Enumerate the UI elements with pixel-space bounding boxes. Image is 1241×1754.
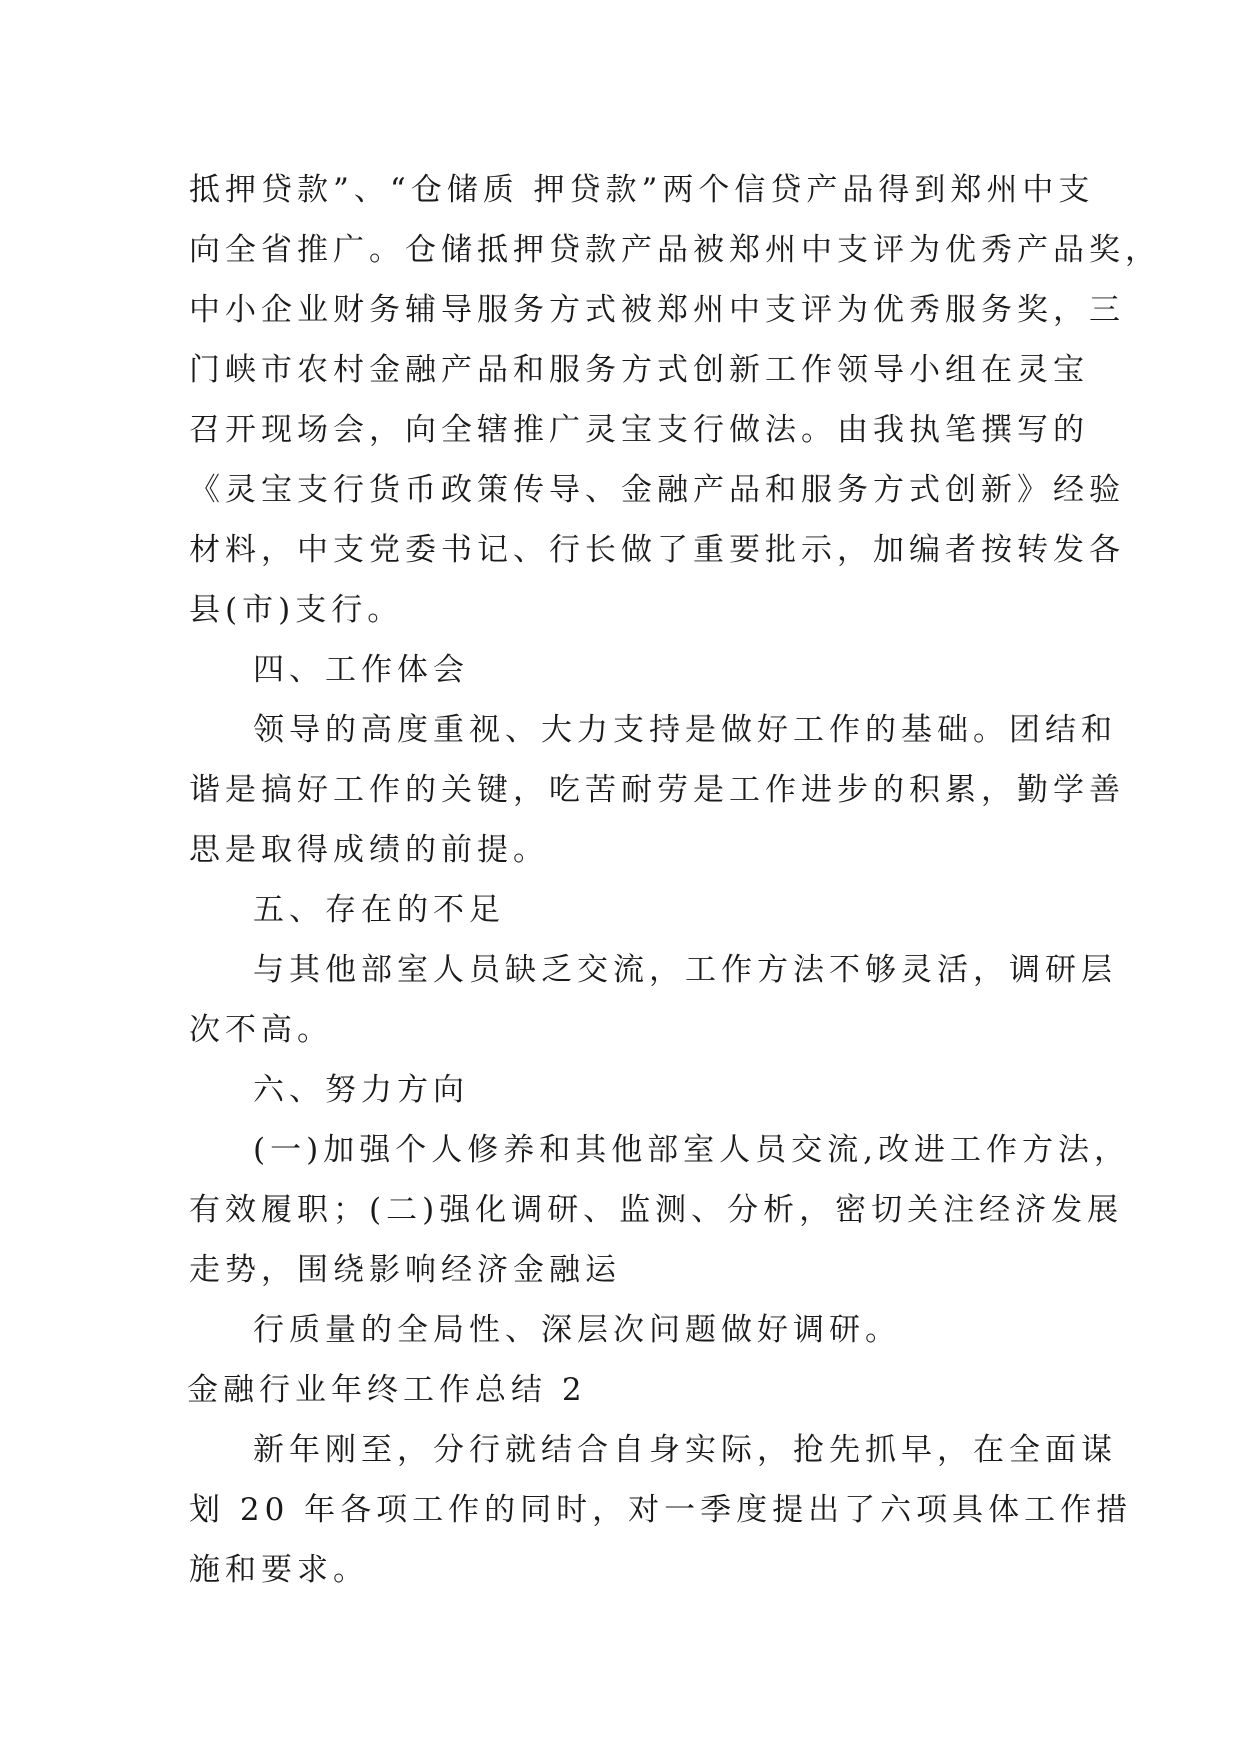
text-line: 门峡市农村金融产品和服务方式创新工作领导小组在灵宝 [189, 352, 1089, 388]
text-line: 县(市)支行。 [189, 592, 404, 628]
text-line: 新年刚至，分行就结合自身实际，抢先抓早，在全面谋 [253, 1432, 1117, 1468]
text-line: 行质量的全局性、深层次问题做好调研。 [253, 1312, 901, 1348]
text-line: 施和要求。 [189, 1552, 369, 1588]
text-line: 有效履职；(二)强化调研、监测、分析，密切关注经济发展 [189, 1192, 1124, 1228]
text-line: 召开现场会，向全辖推广灵宝支行做法。由我执笔撰写的 [189, 412, 1089, 448]
text-line: 五、存在的不足 [253, 892, 505, 928]
text-line: 抵押贷款”、“仓储质 押贷款”两个信贷产品得到郑州中支 [189, 172, 1095, 208]
text-line: 材料，中支党委书记、行长做了重要批示，加编者按转发各 [189, 532, 1125, 568]
text-line: 与其他部室人员缺乏交流，工作方法不够灵活，调研层 [253, 952, 1117, 988]
text-line: 划 20 年各项工作的同时，对一季度提出了六项具体工作措 [189, 1492, 1133, 1528]
text-line: 谐是搞好工作的关键，吃苦耐劳是工作进步的积累，勤学善 [189, 772, 1125, 808]
text-line: 走势，围绕影响经济金融运 [189, 1252, 621, 1288]
text-line: 六、努力方向 [253, 1072, 469, 1108]
text-line: 向全省推广。仓储抵押贷款产品被郑州中支评为优秀产品奖， [189, 232, 1161, 268]
text-line: 领导的高度重视、大力支持是做好工作的基础。团结和 [253, 712, 1117, 748]
text-line: 思是取得成绩的前提。 [189, 832, 549, 868]
text-line: (一)加强个人修养和其他部室人员交流,改进工作方法， [253, 1132, 1131, 1168]
section-title: 金融行业年终工作总结 2 [187, 1372, 587, 1408]
text-line: 中小企业财务辅导服务方式被郑州中支评为优秀服务奖，三 [189, 292, 1125, 328]
document-body [187, 160, 1161, 1600]
text-line: 《灵宝支行货币政策传导、金融产品和服务方式创新》经验 [189, 472, 1125, 508]
text-line: 四、工作体会 [253, 652, 469, 688]
text-line: 次不高。 [189, 1012, 333, 1048]
